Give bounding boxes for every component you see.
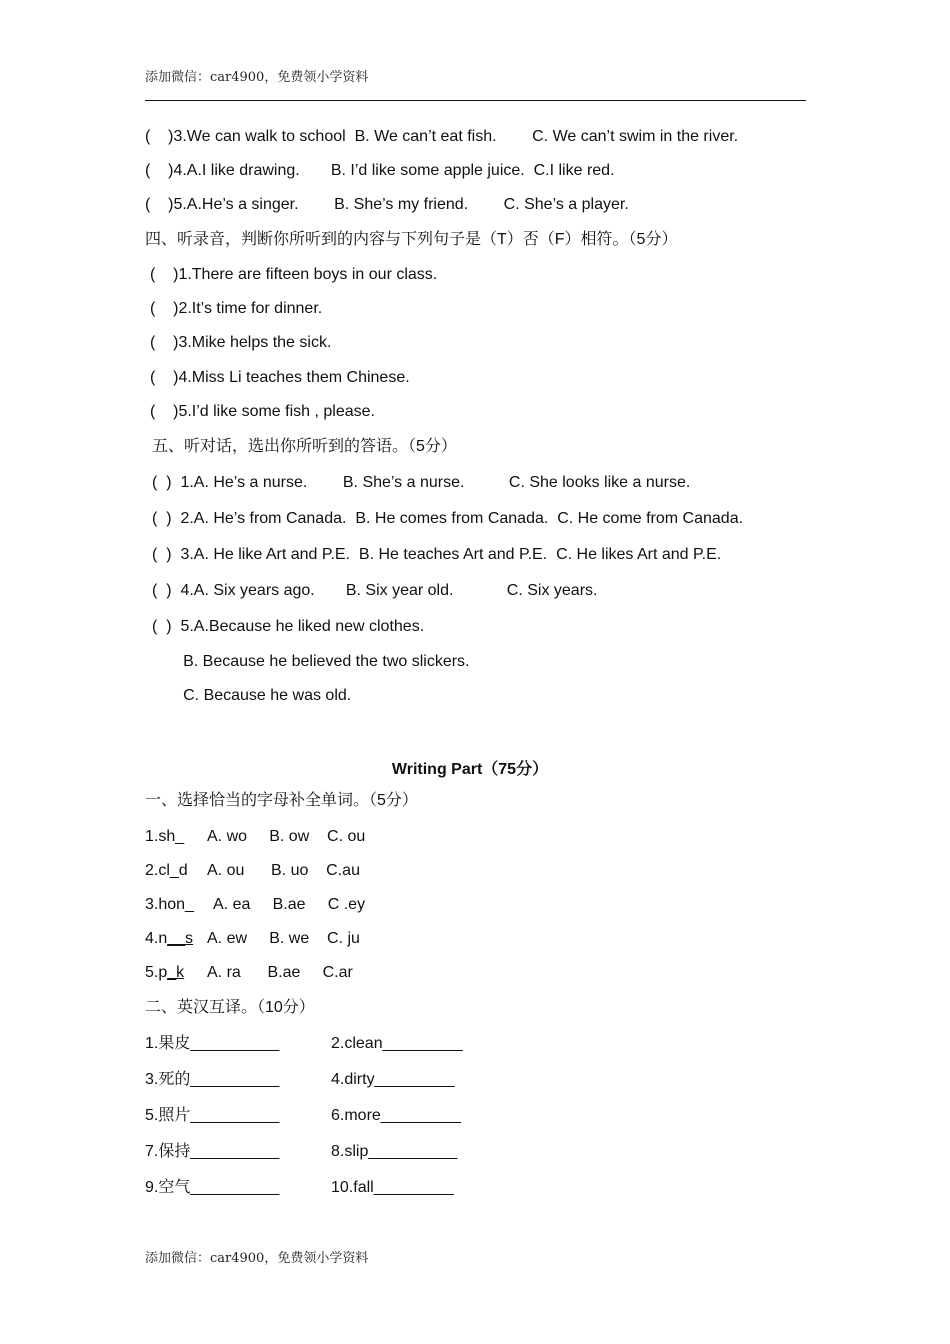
- question-line: ( )2.It’s time for dinner.: [150, 300, 323, 317]
- section-heading: 四、听录音，判断你所听到的内容与下列句子是（T）否（F）相符。（5分）: [145, 231, 678, 248]
- section-heading: 五、听对话，选出你所听到的答语。（5分）: [152, 438, 457, 455]
- word-item: 1.sh_: [145, 828, 185, 845]
- question-line: ( ) 5.A.Because he liked new clothes.: [152, 618, 425, 635]
- header-divider: [145, 100, 806, 101]
- section-heading: 一、选择恰当的字母补全单词。（5分）: [145, 792, 418, 809]
- translation-item: 8.slip__________: [331, 1143, 458, 1160]
- question-line: ( ) 2.A. He’s from Canada. B. He comes from Canada. C. He come from Canada.: [152, 510, 744, 527]
- translation-item: 7.保持__________: [145, 1143, 280, 1160]
- page-header: 添加微信：car4900，免费领小学资料: [145, 70, 369, 85]
- question-line: ( )5.I’d like some fish , please.: [150, 403, 375, 420]
- word-options: A. ra B.ae C.ar: [207, 964, 353, 981]
- translation-item: 10.fall_________: [331, 1179, 454, 1196]
- word-item: 3.hon_: [145, 896, 194, 913]
- word-options: A. ea B.ae C .ey: [213, 896, 366, 913]
- word-item: 5.p_k: [145, 964, 185, 981]
- translation-item: 3.死的__________: [145, 1071, 280, 1088]
- underlined-letters: __s: [167, 930, 194, 947]
- question-line: ( )1.There are fifteen boys in our class.: [150, 266, 438, 283]
- underlined-letters: _k: [167, 964, 185, 981]
- word-options: A. ou B. uo C.au: [207, 862, 360, 879]
- question-line: ( )3.We can walk to school B. We can’t eat fish. C. We can’t swim in the river.: [145, 128, 739, 145]
- question-line: C. Because he was old.: [152, 687, 352, 704]
- translation-item: 1.果皮__________: [145, 1035, 280, 1052]
- question-line: ( ) 3.A. He like Art and P.E. B. He teaches Art and P.E. C. He likes Art and P.E.: [152, 546, 722, 563]
- section-heading: 二、英汉互译。（10分）: [145, 999, 315, 1016]
- question-line: ( )3.Mike helps the sick.: [150, 334, 332, 351]
- word-item: 2.cl_d: [145, 862, 188, 879]
- question-line: ( ) 4.A. Six years ago. B. Six year old. C. Six years.: [152, 582, 598, 599]
- translation-item: 5.照片__________: [145, 1107, 280, 1124]
- writing-part-title: Writing Part（75分）: [391, 761, 549, 778]
- translation-item: 9.空气__________: [145, 1179, 280, 1196]
- question-line: ( ) 1.A. He’s a nurse. B. She’s a nurse. C. She looks like a nurse.: [152, 474, 691, 491]
- word-options: A. ew B. we C. ju: [207, 930, 360, 947]
- translation-item: 6.more_________: [331, 1107, 461, 1124]
- word-item: 4.n__s: [145, 930, 194, 947]
- translation-item: 2.clean_________: [331, 1035, 463, 1052]
- question-line: B. Because he believed the two slickers.: [152, 653, 470, 670]
- word-options: A. wo B. ow C. ou: [207, 828, 366, 845]
- translation-item: 4.dirty_________: [331, 1071, 455, 1088]
- question-line: ( )5.A.He’s a singer. B. She’s my friend. C. She’s a player.: [145, 196, 629, 213]
- page-footer: 添加微信：car4900，免费领小学资料: [145, 1251, 369, 1266]
- question-line: ( )4.Miss Li teaches them Chinese.: [150, 369, 410, 386]
- question-line: ( )4.A.I like drawing. B. I’d like some apple juice. C.I like red.: [145, 162, 615, 179]
